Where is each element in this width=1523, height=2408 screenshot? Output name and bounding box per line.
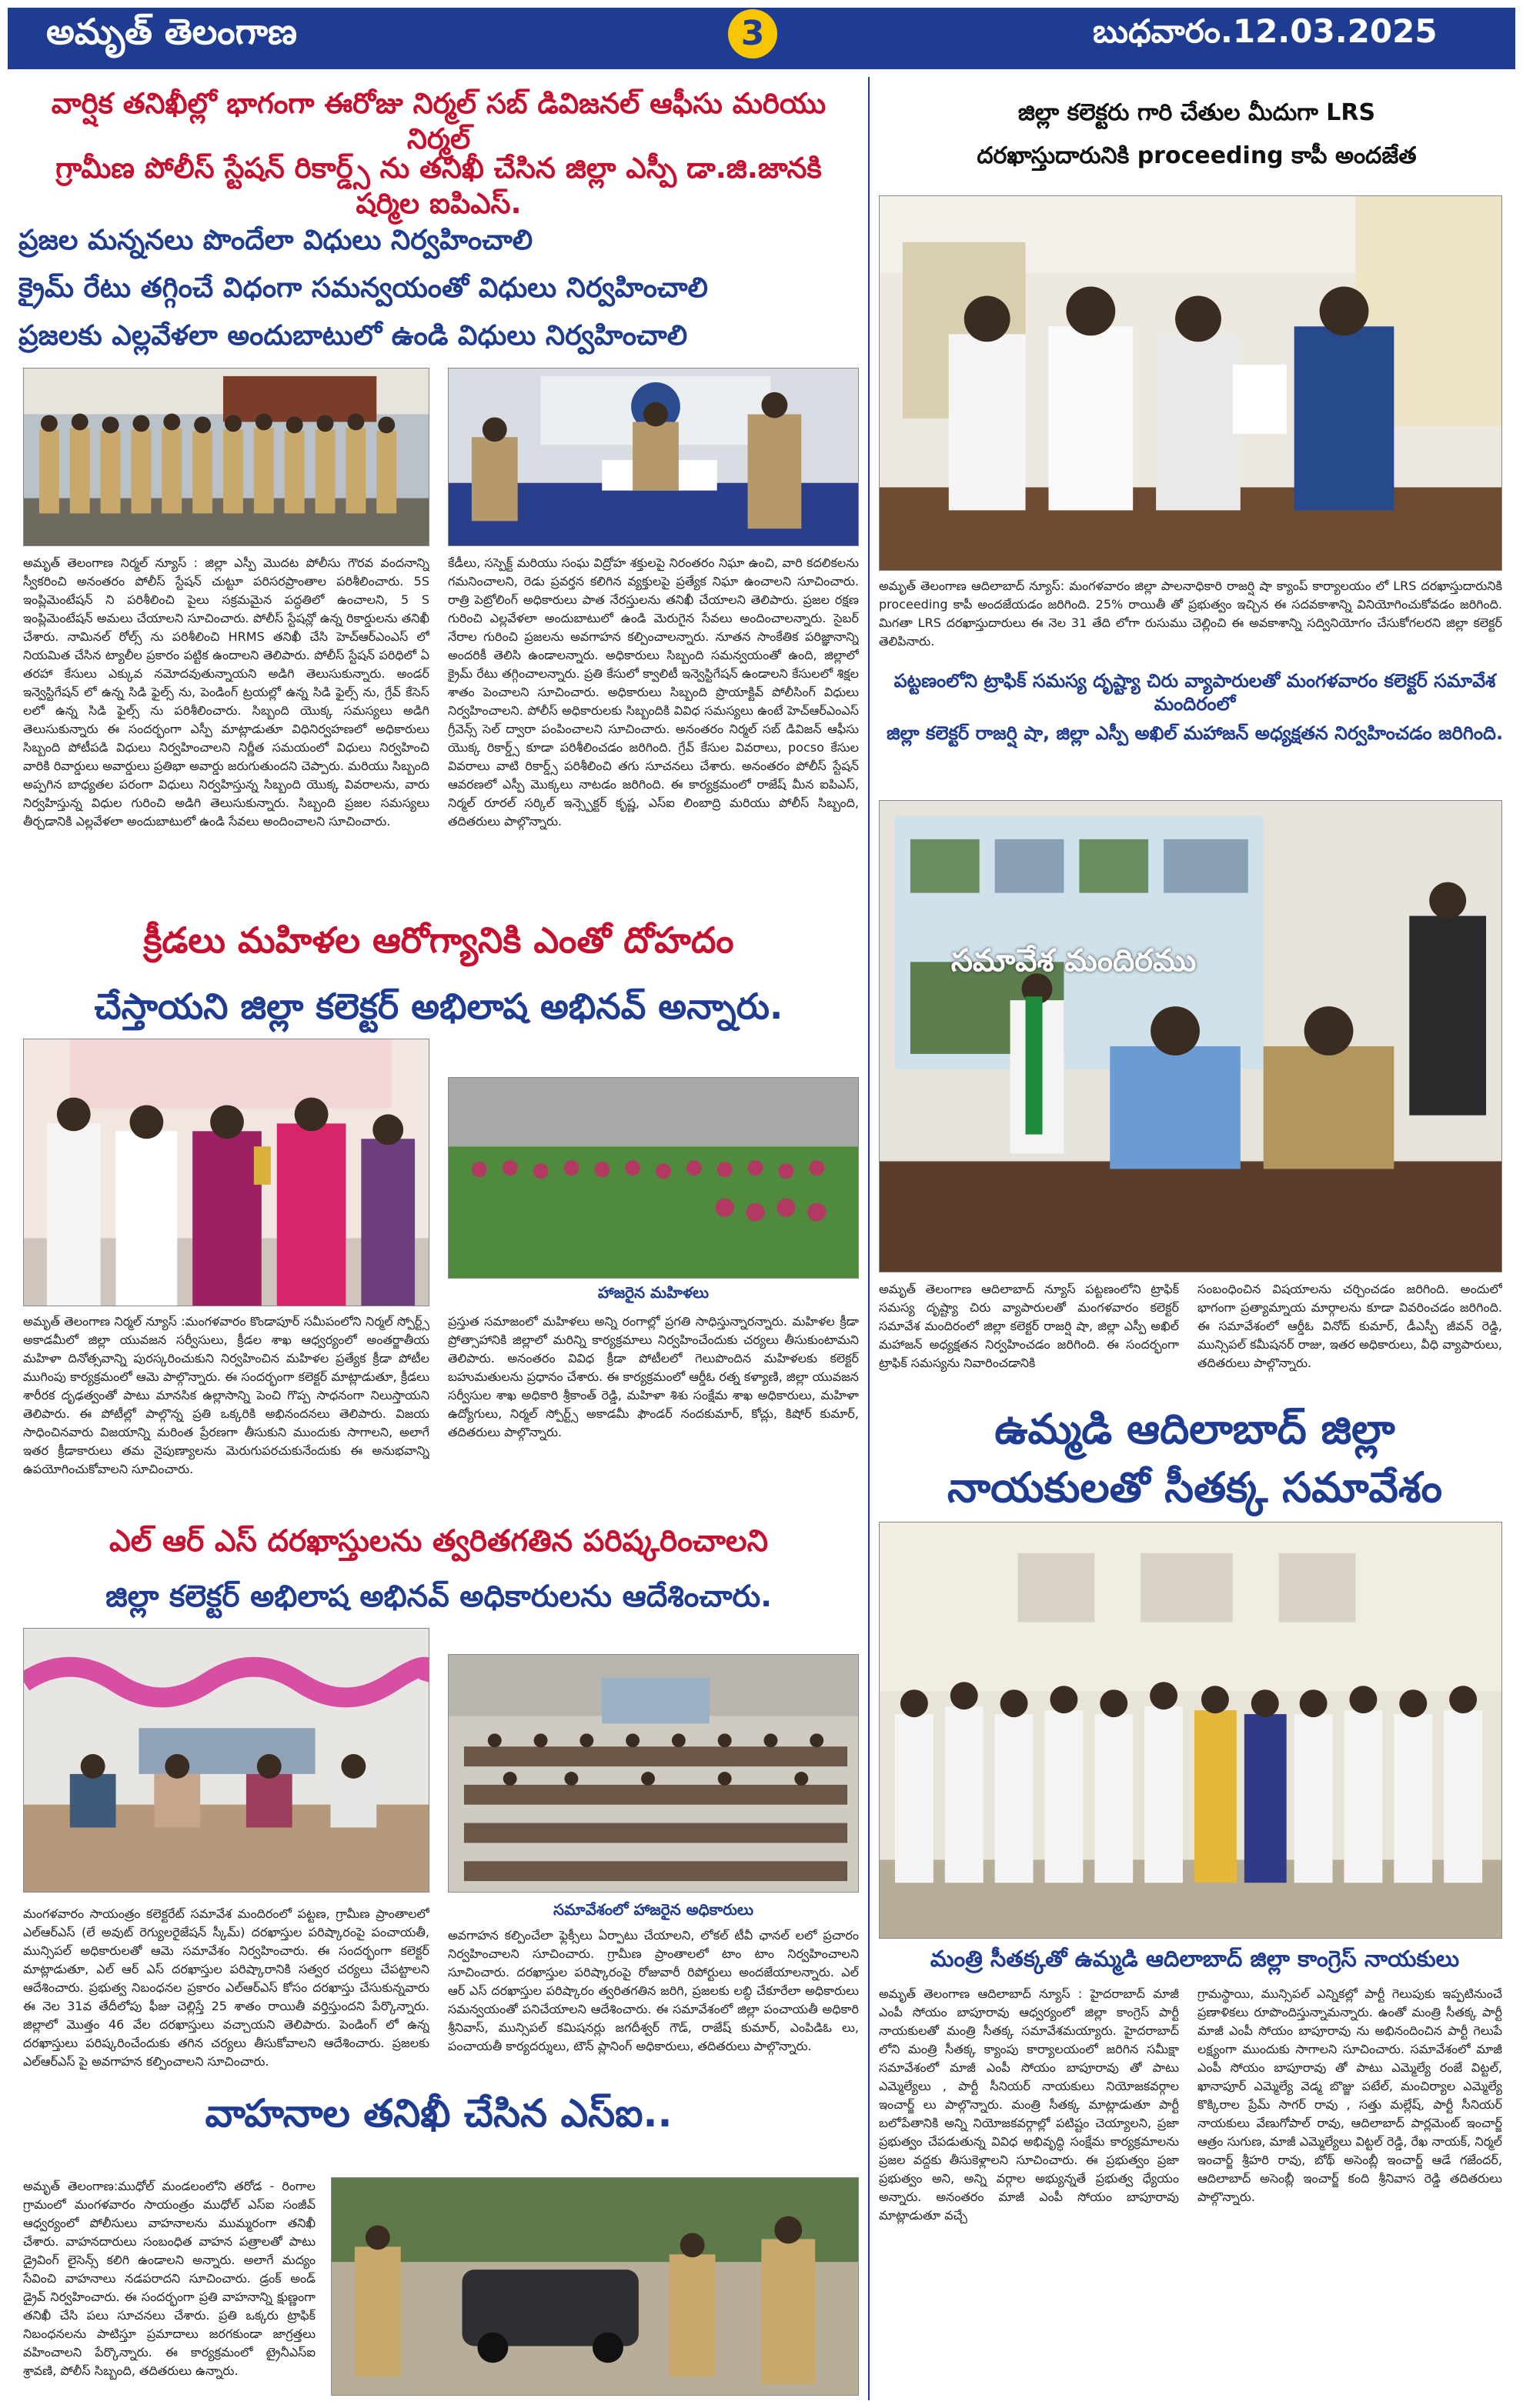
lrs-meeting-photo-2 xyxy=(448,1654,859,1893)
lrs-headline-1: ఎల్ ఆర్ ఎస్ దరఖాస్తులను త్వరితగతిన పరిష్కరించాలని xyxy=(109,1524,768,1559)
lrs-body-right: అవగాహన కల్పించేలా ఫ్లెక్సీలు ఏర్పాటు చేయాలని, లోకల్ టీవీ ఛానల్ లలో ప్రచారం నిర్వహించాలని సూచించారు. గ్రామీణ ప్రాంతాలలో టాం టాం నిర్వహించాలని సూచించారు. దరఖాస్తుల పరిష్కారంపై రోజువారీ రిపోర్టులు అందజేయాలన్నారు. ఎల్ ఆర్ ఎస్ దరఖాస్తుల పరిష్కారం త్వరితగతిన జరిగి, ప్రజలకు లబ్ధి చేకూరేలా అధికారులు సమన్వయంతో పనిచేయాలని ఆదేశించారు. ఈ సమావేశంలో జిల్లా పంచాయతీ అధికారి శ్రీనివాస్, మున్సిపల్ కమిషనర్లు జగదీశ్వర్ గౌడ్, రాజేష్ కుమార్, ఎంపిడిఓ లు, పంచాయతీ కార్యదర్శులు, టౌన్ ప్లానింగ్ అధికారులు, తదితరులు పాల్గొన్నారు. xyxy=(448,1928,859,2053)
police-subhead-3: ప్రజలకు ఎల్లవేళలా అందుబాటులో ఉండి విధులు నిర్వహించాలి xyxy=(18,320,688,352)
page-number-badge: 3 xyxy=(728,9,777,58)
sports-photo-caption: హాజరైన మహిళలు xyxy=(597,1283,710,1302)
lrs-photo-caption: సమావేశంలో హాజరైన అధికారులు xyxy=(553,1900,753,1919)
traffic-banner-text: సమావేశ మందిరము xyxy=(950,943,1197,979)
police-headline-2: గ్రామీణ పోలీస్ స్టేషన్ రికార్డ్స్ ను తనిఖీ చేసిన జిల్లా ఎస్పీ డా.జి.జానకి షర్మిల ఐపిఎస్. xyxy=(55,152,822,221)
traffic-meeting-photo xyxy=(879,800,1502,1272)
sports-body-left: అమృత్ తెలంగాణ నిర్మల్ న్యూస్ :మంగళవారం కొండాపూర్ సమీపంలోని నిర్మల్ స్పోర్ట్స్ అకాడమీలో జిల్లా యువజన సర్వీసులు, క్రీడల శాఖ ఆధ్వర్యంలో అంతర్జాతీయ మహిళా దినోత్సవాన్ని పురస్కరించుకుని నిర్వహించిన మహిళల ప్రత్యేక క్రీడా పోటీల ముగింపు కార్యక్రమంలో ఆమె పాల్గొన్నారు. ఈ సందర్భంగా కలెక్టర్ మాట్లాడుతూ, క్రీడలు శారీరక దృఢత్వంతో పాటు మానసిక ఉల్లాసాన్ని పెంచి గొప్ప సాధనంగా నిలుస్తాయని తెలిపారు. ఈ పోటీల్లో పాల్గొన్న ప్రతి ఒక్కరికి అభినందనలు తెలిపారు. విజయ సాధించినవారు విజయాన్ని మరింత ప్రేరణగా తీసుకుని ముందుకు సాగాలని, అలాగే ఇతర క్రీడాకారులు తమ నైపుణ్యాలను మెరుగుపరచుకునేందుకు ఈ అనుభవాన్ని ఉపయోగించుకోవాలని సూచించారు. xyxy=(23,1314,429,1476)
vehicle-headline: వాహనాల తనిఖీ చేసిన ఎస్ఐ.. xyxy=(205,2091,673,2136)
police-subhead-2: క్రైమ్ రేటు తగ్గించే విధంగా సమన్వయంతో విధులు నిర్వహించాలి xyxy=(18,272,708,304)
sports-body-right: ప్రస్తుత సమాజంలో మహిళలు అన్ని రంగాల్లో ప్రగతి సాధిస్తున్నారన్నారు. మహిళల క్రీడా ప్రోత్సాహానికి జిల్లాలో మరిన్ని కార్యక్రమాలు నిర్వహించేందుకు చర్యలు తీసుకుంటామని తెలిపారు. అనంతరం వివిధ క్రీడా పోటీలలో గెలుపొందిన మహిళలకు కలెక్టర్ బహుమతులను ప్రధానం చేశారు. ఈ కార్యక్రమంలో ఆర్డీఓ రత్న కళ్యాణి, జిల్లా యువజన సర్వీసుల శాఖ అధికారి శ్రీకాంత్ రెడ్డి, మహిళా శిశు సంక్షేమ శాఖ అధికారులు, మహిళా ఉద్యోగులు, నిర్మల్ స్పోర్ట్స్ అకాడమీ ఫౌండర్ నందకుమార్, కోచ్లు, కిషోర్ కుమార్, తదితరులు పాల్గొన్నారు. xyxy=(448,1314,859,1439)
sports-award-photo xyxy=(23,1039,429,1306)
traffic-headline-2: జిల్లా కలెక్టర్ రాజర్షి షా, జిల్లా ఎస్పీ అఖిల్ మహాజన్ అధ్యక్షతన నిర్వహించడం జరిగింది. xyxy=(886,722,1504,744)
police-headline-1: వార్షిక తనిఖీల్లో భాగంగా ఈరోజు నిర్మల్ సబ్ డివిజనల్ ఆఫీసు మరియు నిర్మల్ xyxy=(51,87,827,156)
lrs-body-left: మంగళవారం సాయంత్రం కలెక్టరేట్ సమావేశ మందిరంలో పట్టణ, గ్రామీణ ప్రాంతాలలో ఎల్ఆర్ఎస్ (లే అవుట్ రెగ్యులరైజేషన్ స్కీమ్) దరఖాస్తుల పరిష్కారంపై పంచాయతీ, మున్సిపల్ అధికారులతో ఆమె సమావేశం నిర్వహించారు. ఈ సందర్భంగా కలెక్టర్ మాట్లాడుతూ, ఎల్ ఆర్ ఎస్ దరఖాస్తుల పరిష్కారానికి సత్వర చర్యలు చేపట్టాలని ఆదేశించారు. ప్రభుత్వ నిబంధనల ప్రకారం ఎల్ఆర్ఎస్ కోసం దరఖాస్తు చేసుకున్నవారు ఈ నెల 31వ తేదీలోపు ఫీజు చెల్లిస్తే 25 శాతం రాయితీ వర్తిస్తుందని పేర్కొన్నారు. జిల్లాలో మొత్తం 46 వేల దరఖాస్తులు వచ్చాయని తెలిపారు. పెండింగ్ లో ఉన్న దరఖాస్తులు పరిష్కరించేందుకు తగిన చర్యలు తీసుకోవాలని ఆదేశించారు. ప్రజలకు ఎల్ఆర్ఎస్ పై అవగాహన కల్పించాలని సూచించారు. xyxy=(23,1906,429,2069)
collector-lrs-body: అమృత్ తెలంగాణ ఆదిలాబాద్ న్యూస్: మంగళవారం జిల్లా పాలనాధికారి రాజర్షి షా క్యాంప్ కార్యాలయం లో LRS దరఖాస్తుదారునికి proceeding కాపీ అందజేయడం జరిగింది. 25% రాయితీ తో ప్రభుత్వం ఇచ్చిన ఈ సదవకాశాన్ని వినియోగించుకోవడం జరిగింది. మిగతా LRS దరఖాస్తుదారులు ఈ నెల 31 తేది లోగా రుసుము చెల్లించి ఈ అవకాశాన్ని సద్వినియోగం చేసుకోగలరని జిల్లా కలెక్టర్ తెలిపినారు. xyxy=(879,579,1502,649)
traffic-body-right: సంబంధించిన విషయాలను చర్చించడం జరిగింది. అందులో భాగంగా ప్రత్యామ్నాయ మార్గాలను కూడా వివరించడం జరిగింది. ఈ సమావేశంలో ఆర్డీఓ వినోద్ కుమార్, డీఎస్పీ జీవన్ రెడ్డి, మున్సిపల్ కమీషనర్ రాజు, ఇతర అధికారులు, వీధి వ్యాపారులు, తదితరులు పాల్గొన్నారు. xyxy=(1197,1282,1502,1370)
collector-lrs-headline-1: జిల్లా కలెక్టరు గారి చేతుల మీదుగా LRS xyxy=(1017,99,1376,126)
issue-date: బుధవారం.12.03.2025 xyxy=(1093,12,1438,50)
seethakka-headline-1: ఉమ్మడి ఆదిలాబాద్ జిల్లా xyxy=(994,1405,1395,1453)
newspaper-name: అమృత్ తెలంగాణ xyxy=(46,11,297,52)
police-body-right: కేడీలు, సస్పెక్ట్ మరియు సంఘ విద్రోహ శక్తులపై నిరంతరం నిఘా ఉంచి, వారి కదలికలను గమనించాలని, రెడు ప్రవర్తన కలిగిన వ్యక్తులపై ప్రత్యేక నిఘా ఉంచాలని సూచించారు. రాత్రి పెట్రోలింగ్ అధికారులు పాత నేరస్తులను తనిఖీ చేయాలని తెలిపారు. ప్రజల రక్షణ గురించి ఎల్లవేళలా అందుబాటులో ఉండి మెరుగైన సేవలు అందించాలన్నారు. సైబర్ నేరాల గురించి ప్రజలను అవగాహన కల్పించాలన్నారు. నూతన సాంకేతిక పరిజ్ఞానాన్ని అందరికీ తెలిసి ఉండాలన్నారు. అధికారులు సిబ్బంది సమన్వయంతో ఉంది, జిల్లాలో క్రైమ్ రేటు తగ్గించాలన్నారు. ప్రతి కేసులో క్వాలిటీ ఇన్వెస్టిగేషన్ ఉండాలని కేసులలో శిక్షల శాతం పెంచాలని సూచించారు. అధికారులు సిబ్బంది ప్రొయాక్టివ్ పోలీసింగ్ విధులు నిర్వహించాలని. పోలీస్ అధికారులకు సిబ్బందికి వివిధ సమస్యలు ఉంటే హెచ్ఆర్ఎంఎస్ గ్రీవెన్స్ సెల్ ద్వారా పంపించాలని సూచించారు. అనంతరం నిర్మల్ సబ్ డివిజన్ ఆఫీసు యొక్క రికార్డ్స్ కూడా పరిశీలించడం జరిగింది. గ్రేవ్ కేసుల వివరాలు, pocso కేసుల వివరాలు వాటి రికార్డ్స్ పరిశీలించి తగు సూచనలు చేశారు. అనంతరం పోలీస్ స్టేషన్ ఆవరణలో ఎస్పీ మొక్కలు నాటడం జరిగింది. ఈ కార్యక్రమంలో రాజేష్ మీన ఐపిఎస్, నిర్మల్ రూరల్ సర్కిల్ ఇన్స్పెక్టర్ కృష్ణ, ఎస్ఐ లింబాద్రి మరియు పోలీస్ సిబ్బంది, తదితరులు పాల్గొన్నారు. xyxy=(448,555,859,829)
vehicle-check-photo xyxy=(331,2177,859,2396)
seethakka-headline-2: నాయకులతో సీతక్క సమావేశం xyxy=(947,1463,1443,1512)
traffic-body-left: అమృత్ తెలంగాణ ఆదిలాబాద్ న్యూస్ పట్టణంలోని ట్రాఫిక్ సమస్య దృష్ట్యా చిరు వ్యాపారులతో మంగళవారం కలెక్టర్ సమావేశ మందిరంలో జిల్లా కలెక్టర్ రాజర్షి షా, జిల్లా ఎస్పీ అఖిల్ మహాజన్ అధ్యక్షతన నిర్వహించడం జరిగింది. ఈ సందర్భంగా ట్రాఫిక్ సమస్యను నివారించడానికి xyxy=(879,1282,1179,1370)
police-parade-photo xyxy=(23,368,429,546)
sports-headline-1: క్రీడలు మహిళల ఆరోగ్యానికి ఎంతో దోహదం xyxy=(143,919,734,961)
lrs-meeting-photo-1 xyxy=(23,1628,429,1893)
seethakka-body-left: అమృత్ తెలంగాణ ఆదిలాబాద్ న్యూస్ : హైదరాబాద్ మాజీ ఎంపీ సోయం బాపూరావు ఆధ్వర్యంలో జిల్లా కాంగ్రెస్ పార్టీ నాయకులతో మంత్రి సీతక్క సమావేశమయ్యారు. హైదరాబాద్ లోని మంత్రి సీతక్క క్యాంపు కార్యాలయంలో జరిగిన సమీక్షా సమావేశంలో మాజీ ఎంపీ సోయం బాపూరావు తో పాటు ఎమ్మెల్యేలు , పార్టీ సీనియర్ నాయకులు నియోజకవర్గాల ఇంచార్జ్ లు పాల్గొన్నారు. మంత్రి సీతక్క మాట్లాడుతూ పార్టీ బలోపేతానికి అన్ని నియోజకవర్గాల్లో పటిష్టం చెయ్యాలని, ప్రజా ప్రభుత్వం చేపడుతున్న వివిధ అభివృద్ధి సంక్షేమ కార్యక్రమాలను ప్రజల వద్దకు తీసుకెళ్లాలని సూచించారు. ఈ ప్రభుత్వం ప్రజా ప్రభుత్వం అని, అన్ని వర్గాల అభ్యున్నతే ప్రభుత్వ ధ్యేయం అన్నారు. అనంతరం మాజీ ఎంపీ సోయం బాపూరావు మాట్లాడుతూ వచ్చే xyxy=(879,1986,1179,2223)
seethakka-body-right: గ్రామస్థాయి, మున్సిపల్ ఎన్నికల్లో పార్టీ గెలుపుకు ఇప్పటినుంచే ప్రణాళికలు రూపొందిస్తున్నామన్నారు. ఉంతో మంత్రి సీతక్క పార్టీ మాజీ ఎంపీ సోయం బాపూరావు ను అభినందించిన పార్టీ గెలుపే లక్ష్యంగా ముందుకు సాగాలని సూచించారు. సమావేశంలో మాజీ ఎంపీ సోయం బాపూరావు తో పాటు ఎమ్మెల్యే రంజే విట్టల్, ఖానాపూర్ ఎమ్మెల్యే వెడ్మ బొజ్జు పటేల్, మంచిర్యాల ఎమ్మెల్యే కొక్కిరాల ప్రేమ్ సాగర్ రావు , సత్తు మల్లేష్, పార్టీ సీనియర్ నాయకులు వేణుగోపాల్ రావు, ఆదిలాబాద్ పార్లమెంట్ ఇంచార్జ్ ఆత్రం సుగుణ, మాజీ ఎమ్మెల్యేలు విట్టల్ రెడ్డి, రేఖ నాయక్, నిర్మల్ ఇంచార్జ్ శ్రీహరి రావు, బోథ్ అసెంబ్లీ ఇంచార్జ్ ఆడే గజేందర్, ఆదిలాబాద్ అసెంబ్లీ ఇంచార్జ్ కంది శ్రీనివాస రెడ్డి తదితరులు పాల్గొన్నారు. xyxy=(1197,1986,1502,2204)
police-body-left: అమృత్ తెలంగాణ నిర్మల్ న్యూస్ : జిల్లా ఎస్పీ మొదట పోలీసు గౌరవ వందనాన్ని స్వీకరించి అనంతరం పోలీస్ స్టేషన్ చుట్టూ పరిసరప్రాంతాల పరిశీలించారు. 5S ఇంప్లిమెంటేషన్ ని పరిశీలించి పైలు సక్రమమైన పద్ధతిలో ఉంచాలని, 5 S ఇంప్లిమెంటేషన్ అమలు చేయాలని సూచించారు. పోలీస్ స్టేషన్లో ఉన్న రికార్డులను తనిఖీ చేశారు. నామినల్ రోల్స్ ను పరిశీలించి HRMS తనిఖీ చేసి హెచ్ఆర్ఎంఎస్ లో నియమిత చేసిన ట్యాలీల ప్రకారం పట్టిక ఉందాలని తెలిపారు. పోలీస్ స్టేషన్ పరిధిలో ఏ తరహా కేసులు ఎక్కువ నమోదవుతున్నాయని అడిగి తెలుసుకున్నారు. అండర్ ఇన్వెస్టిగేషన్ లో ఉన్న సిడి ఫైల్స్ ను, పెండింగ్ ట్రయల్లో ఉన్న సిడి ఫైల్స్ ను, గ్రేవ్ కేసెస్ లలో ఉన్న సిడి ఫైల్స్ ను పరిశీలించారు. సిబ్బంది యొక్క సమస్యలు అడిగి తెలుసుకున్నారు ఈ సందర్భంగా ఎస్పీ మాట్లాడుతూ విధినిర్వహణలో అధికారులు సిబ్బంది పోటీపడి విధులు నిర్వహించాలని నిర్ణీత సమయంలో విధులు నిర్వహించి వారికి రివార్డులు అవార్డులు ప్రతిభా అవార్డు జరుగుతుందని చెప్పారు. మరియు సిబ్బంది అప్పగిన బాధ్యతల పరంగా విధులు నిర్వహిస్తున్న సిబ్బంది యొక్క వివరాలను, వారు నిర్వహిస్తున్న విధుల గురించి అడిగి తెలుసుకున్నారు. సిబ్బంది ప్రజల సమస్యలు తీర్చడానికి ఎల్లవేళలా అందుబాటులో ఉండి సేవలు అందించాలని సూచించారు. xyxy=(23,555,429,829)
sports-audience-photo xyxy=(448,1077,859,1279)
vehicle-body: అమృత్ తెలంగాణ:ముధోల్ మండలంలోని తరోడ - రింగాల గ్రామంలో మంగళవారం సాయంత్రం ముధోల్ ఎస్ఐ సంజీవ్ ఆధ్వర్యంలో పోలీసులు వాహనాలను ముమ్మరంగా తనిఖీ చేశారు. వాహనదారులు సంబంధిత వాహన పత్రాలతో పాటు డ్రైవింగ్ లైసెన్స్ కలిగి ఉండాలని అన్నారు. అలాగే మద్యం సేవించి వాహనాలు నడపరాదని సూచించారు. డ్రంక్ అండ్ డ్రైవ్ నిర్వహించారు. ఈ సందర్భంగా ప్రతి వాహనాన్ని క్షుణ్ణంగా తనిఖీ చేసి పలు సూచనలు చేశారు. ప్రతి ఒక్కరు ట్రాఫిక్ నిబంధనలను పాటిస్తూ ప్రమాదాలు జరగకుండా జాగ్రత్తలు వహించాలని పేర్కొన్నారు. ఈ కార్యక్రమంలో ట్రైనీఎస్ఐ శ్రావణి, పోలీస్ సిబ్బంది, తదితరులు ఉన్నారు. xyxy=(23,2179,316,2378)
collector-lrs-headline-2: దరఖాస్తుదారునికి proceeding కాపీ అందజేత xyxy=(977,142,1417,169)
police-records-photo xyxy=(448,368,859,546)
lrs-headline-2: జిల్లా కలెక్టర్ అభిలాష అభినవ్ అధికారులను ఆదేశించారు. xyxy=(105,1579,772,1614)
police-subhead-1: ప్రజల మన్ననలు పొందేలా విధులు నిర్వహించాలి xyxy=(18,225,533,256)
sports-headline-2: చేస్తాయని జిల్లా కలెక్టర్ అభిలాష అభినవ్ అన్నారు. xyxy=(94,986,783,1027)
column-divider xyxy=(868,77,870,2400)
traffic-headline-1: పట్టణంలోని ట్రాఫిక్ సమస్య దృష్ట్యా చిరు వ్యాపారులతో మంగళవారం కలెక్టర్ సమావేశ మందిరంలో xyxy=(893,670,1496,715)
seethakka-photo-caption: మంత్రి సీతక్కతో ఉమ్మడి ఆదిలాబాద్ జిల్లా కాంగ్రెస్ నాయకులు xyxy=(930,1946,1460,1972)
collector-lrs-photo xyxy=(879,195,1502,571)
seethakka-group-photo xyxy=(879,1522,1502,1939)
